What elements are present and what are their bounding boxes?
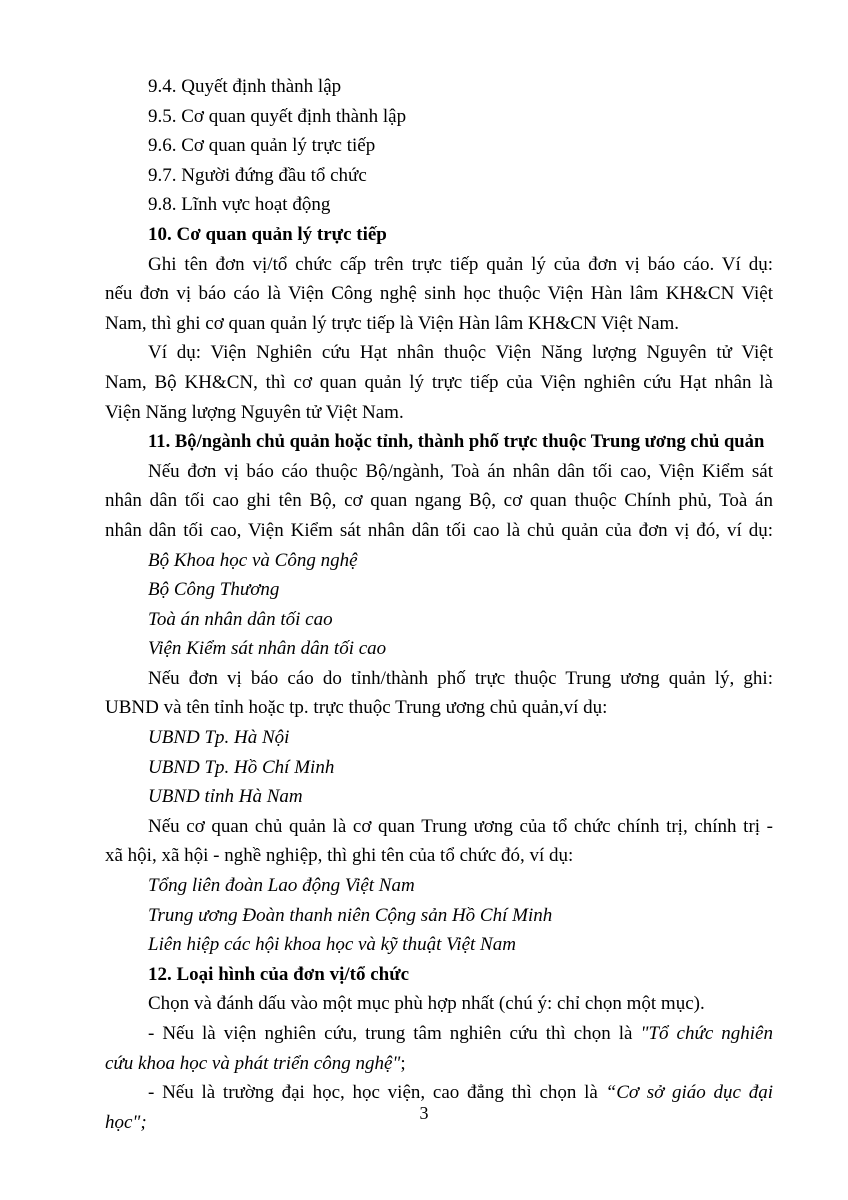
paragraph-line: nếu đơn vị báo cáo là Viện Công nghệ sinh học thuộc Viện Hàn lâm KH&CN Việt — [105, 283, 773, 305]
bullet-line — [105, 1049, 773, 1079]
example-item: Viện Kiểm sát nhân dân tối cao — [148, 638, 387, 660]
paragraph-line: Nam, Bộ KH&CN, thì cơ quan quản lý trực tiếp của Viện nghiên cứu Hạt nhân là — [105, 371, 773, 393]
bullet-text: - Nếu là trường đại học, học viện, cao đẳng thì chọn là — [148, 1082, 606, 1104]
example-item: Liên hiệp các hội khoa học và kỹ thuật Việt Nam — [148, 934, 516, 956]
list-item: 9.6. Cơ quan quản lý trực tiếp — [148, 135, 376, 157]
example-item: Tổng liên đoàn Lao động Việt Nam — [148, 875, 415, 897]
list-item: 9.4. Quyết định thành lập — [148, 76, 342, 97]
bullet-text: - Nếu là viện nghiên cứu, trung tâm nghiên cứu thì chọn là — [148, 1023, 641, 1044]
example-item: UBND Tp. Hà Nội — [148, 727, 290, 749]
example-item: UBND Tp. Hồ Chí Minh — [148, 756, 335, 778]
bullet-quote: “Cơ sở giáo dục đại — [605, 1082, 773, 1104]
paragraph-line: xã hội, xã hội - nghề nghiệp, thì ghi tên của tổ chức đó, ví dụ: — [105, 845, 574, 867]
section-12-heading: 12. Loại hình của đơn vị/tổ chức — [148, 963, 410, 985]
list-item: 9.7. Người đứng đầu tổ chức — [148, 164, 367, 186]
example-item: Toà án nhân dân tối cao — [148, 608, 333, 630]
page-number: 3 — [419, 1103, 429, 1123]
example-item: Bộ Khoa học và Công nghệ — [148, 549, 358, 571]
example-item: UBND tỉnh Hà Nam — [148, 786, 303, 808]
paragraph-line: Viện Năng lượng Nguyên tử Việt Nam. — [105, 401, 404, 423]
list-item: 9.8. Lĩnh vực hoạt động — [148, 194, 331, 216]
paragraph-line: Chọn và đánh dấu vào một mục phù hợp nhất (chú ý: chỉ chọn một mục). — [148, 993, 705, 1015]
example-item: Trung ương Đoàn thanh niên Cộng sản Hồ Chí Minh — [148, 904, 553, 926]
example-item: Bộ Công Thương — [148, 579, 280, 601]
bullet-tail: ; — [400, 1052, 406, 1074]
paragraph-line: Nếu cơ quan chủ quản là cơ quan Trung ương của tổ chức chính trị, chính trị - — [148, 815, 773, 837]
paragraph-line: UBND và tên tỉnh hoặc tp. trực thuộc Trung ương chủ quản,ví dụ: — [105, 697, 608, 719]
paragraph-line: Nam, thì ghi cơ quan quản lý trực tiếp là Viện Hàn lâm KH&CN Việt Nam. — [105, 312, 680, 334]
bullet-quote: cứu khoa học và phát triển công nghệ" — [105, 1052, 401, 1074]
paragraph-line: nhân dân tối cao, Viện Kiểm sát nhân dân tối cao là chủ quản của đơn vị đó, ví dụ: — [105, 519, 773, 541]
bullet-line: học"; — [105, 1111, 147, 1133]
paragraph-line: Ví dụ: Viện Nghiên cứu Hạt nhân thuộc Viện Năng lượng Nguyên tử Việt — [148, 342, 773, 364]
page-content — [105, 72, 773, 1137]
paragraph-line: Nếu đơn vị báo cáo thuộc Bộ/ngành, Toà án nhân dân tối cao, Viện Kiểm sát — [148, 460, 773, 482]
paragraph-line: nhân dân tối cao ghi tên Bộ, cơ quan ngang Bộ, cơ quan thuộc Chính phủ, Toà án — [105, 490, 773, 512]
section-10-heading: 10. Cơ quan quản lý trực tiếp — [148, 223, 387, 245]
section-11-heading: 11. Bộ/ngành chủ quản hoặc tỉnh, thành phố trực thuộc Trung ương chủ quản — [148, 431, 765, 453]
bullet-line — [105, 1019, 773, 1049]
bullet-quote: "Tổ chức nghiên — [640, 1023, 773, 1044]
paragraph-line: Nếu đơn vị báo cáo do tỉnh/thành phố trực thuộc Trung ương quản lý, ghi: — [148, 667, 773, 689]
list-item: 9.5. Cơ quan quyết định thành lập — [148, 105, 407, 127]
paragraph-line: Ghi tên đơn vị/tổ chức cấp trên trực tiếp quản lý của đơn vị báo cáo. Ví dụ: — [148, 253, 773, 275]
